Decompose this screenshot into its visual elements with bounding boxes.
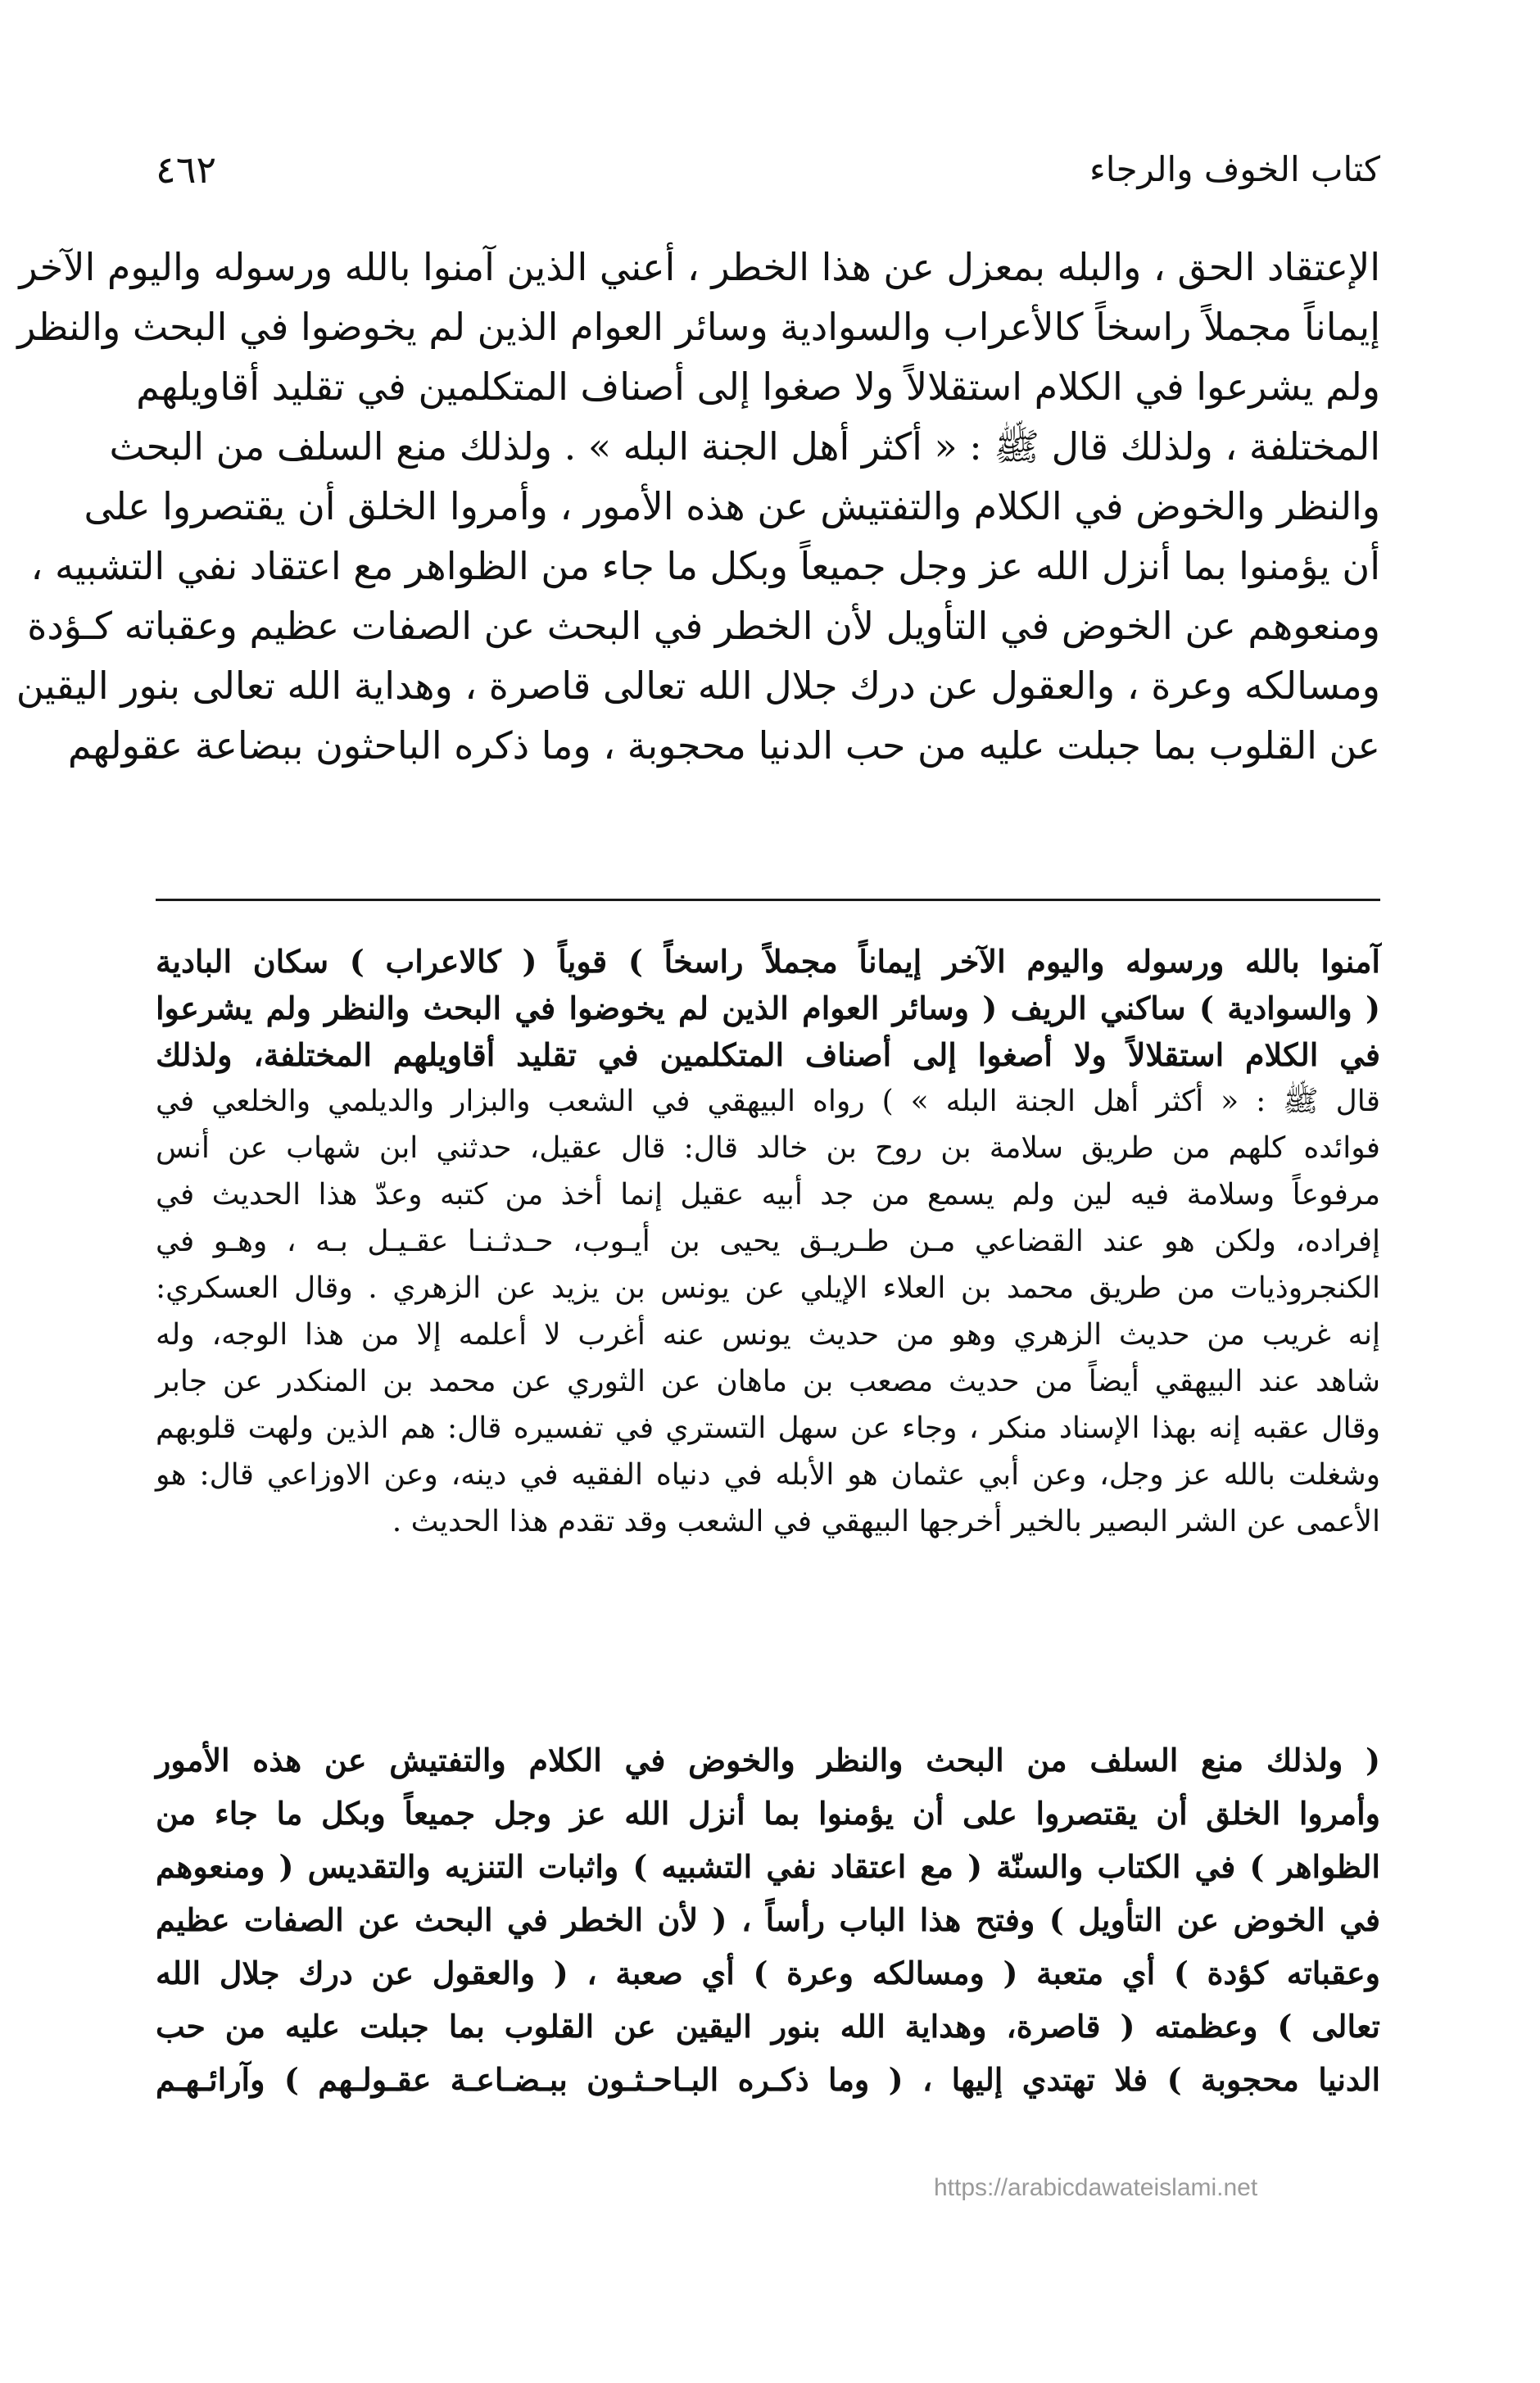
commentary-line: تعالى ) وعظمته ( قاصرة، وهداية الله بنور اليقين عن القلوب بما جبلت عليه من حب [156, 2008, 1380, 2045]
main-text-line: عن القلوب بما جبلت عليه من حب الدنيا محجوبة ، وما ذكره الباحثون ببضاعة عقولهم [67, 723, 1380, 768]
commentary-line: آمنوا بالله ورسوله واليوم الآخر إيماناً مجملاً راسخاً ) قوياً ( كالاعراب ) سكان البادية [156, 943, 1380, 980]
page-number: ٤٦٢ [156, 147, 217, 192]
chapter-title: كتاب الخوف والرجاء [1089, 149, 1380, 189]
commentary-line: إفراده، ولكن هو عند القضاعي مـن طـريـق يحيى بن أيـوب، حـدثـنـا عقـيـل بـه ، وهـو في [156, 1225, 1380, 1258]
commentary-line: وعقباته كؤدة ) أي متعبة ( ومسالكه وعرة ) أي صعبة ، ( والعقول عن درك جلال الله [156, 1955, 1380, 1991]
commentary-line: الكنجروذيات من طريق محمد بن العلاء الإيلي عن يونس بن يزيد عن الزهري . وقال العسكري: [156, 1271, 1380, 1305]
main-text-line: والنظر والخوض في الكلام والتفتيش عن هذه الأمور ، وأمروا الخلق أن يقتصروا على [84, 484, 1380, 528]
main-text-line: أن يؤمنوا بما أنزل الله عز وجل جميعاً وبكل ما جاء من الظواهر مع اعتقاد نفي التشبيه ، [30, 544, 1380, 588]
main-text-line: المختلفة ، ولذلك قال ﷺ : « أكثر أهل الجنة البله » . ولذلك منع السلف من البحث [109, 424, 1380, 469]
commentary-line: في الخوض عن التأويل ) وفتح هذا الباب رأساً ، ( لأن الخطر في البحث عن الصفات عظيم [156, 1901, 1380, 1938]
commentary-line: وشغلت بالله عز وجل، وعن أبي عثمان هو الأبله في دنياه الفقيه في دينه، وعن الاوزاعي قال: هو [156, 1458, 1380, 1492]
main-text-line: إيماناً مجملاً راسخاً كالأعراب والسوادية وسائر العوام الذين لم يخوضوا في البحث والنظر [17, 305, 1380, 349]
main-text-line: ومنعوهم عن الخوض في التأويل لأن الخطر في البحث عن الصفات عظيم وعقباته كـؤدة [27, 604, 1380, 648]
commentary-line: وأمروا الخلق أن يقتصروا على أن يؤمنوا بما أنزل الله عز وجل جميعاً وبكل ما جاء من [156, 1795, 1380, 1832]
commentary-line: شاهد عند البيهقي أيضاً من حديث مصعب بن ماهان عن الثوري عن محمد بن المنكدر عن جابر [156, 1365, 1380, 1398]
commentary-line: قال ﷺ : « أكثر أهل الجنة البله » ) رواه البيهقي في الشعب والبزار والديلمي والخلعي في [156, 1085, 1380, 1118]
commentary-line: ( والسوادية ) ساكني الريف ( وسائر العوام الذين لم يخوضوا في البحث والنظر ولم يشرعوا [156, 990, 1380, 1026]
commentary-line: الأعمى عن الشر البصير بالخير أخرجها البيهقي في الشعب وقد تقدم هذا الحديث . [392, 1505, 1380, 1538]
commentary-line: ( ولذلك منع السلف من البحث والنظر والخوض في الكلام والتفتيش عن هذه الأمور [156, 1742, 1380, 1778]
commentary-block-1 [156, 938, 1380, 1545]
commentary-line: في الكلام استقلالاً ولا أصغوا إلى أصناف المتكلمين في تقليد أقاويلهم المختلفة، ولذلك [156, 1036, 1380, 1073]
commentary-line: مرفوعاً وسلامة فيه لين ولم يسمع من جد أبيه عقيل إنما أخذ من كتبه وعدّ هذا الحديث في [156, 1178, 1380, 1212]
commentary-line: الظواهر ) في الكتاب والسنّة ( مع اعتقاد نفي التشبيه ) واثبات التنزيه والتقديس ( ومنعوهم [156, 1848, 1380, 1885]
main-text-line: ولم يشرعوا في الكلام استقلالاً ولا صغوا إلى أصناف المتكلمين في تقليد أقاويلهم [136, 365, 1380, 409]
commentary-block-2 [156, 1733, 1380, 2106]
section-divider [156, 899, 1380, 901]
commentary-line: إنه غريب من حديث الزهري وهو من حديث يونس عنه أغرب لا أعلمه إلا من هذا الوجه، وله [156, 1318, 1380, 1352]
main-text-block [16, 238, 1380, 776]
main-text-line: ومسالكه وعرة ، والعقول عن درك جلال الله تعالى قاصرة ، وهداية الله تعالى بنور اليقين [16, 664, 1380, 708]
source-url-watermark: https://arabicdawateislami.net [934, 2174, 1258, 2201]
main-text-line: الإعتقاد الحق ، والبله بمعزل عن هذا الخطر ، أعني الذين آمنوا بالله ورسوله واليوم الآخر [19, 245, 1380, 289]
commentary-line: الدنيا محجوبة ) فلا تهتدي إليها ، ( وما ذكـره البـاحـثـون ببـضـاعـة عقـولـهم ) وآرائـهـم [156, 2061, 1380, 2098]
page-header [156, 141, 1380, 198]
commentary-line: وقال عقبه إنه بهذا الإسناد منكر ، وجاء عن سهل التستري في تفسيره قال: هم الذين ولهت قلوبهم [156, 1411, 1381, 1445]
commentary-line: فوائده كلهم من طريق سلامة بن روح بن خالد قال: قال عقيل، حدثني ابن شهاب عن أنس [156, 1131, 1380, 1165]
